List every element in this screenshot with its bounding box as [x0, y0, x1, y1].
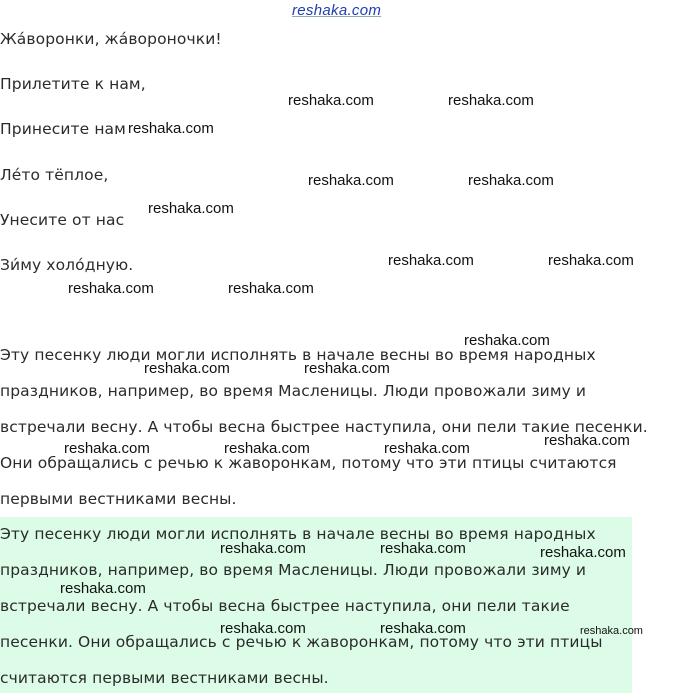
watermark: reshaka.com: [540, 544, 626, 561]
watermark: reshaka.com: [220, 540, 306, 557]
answer-line: Эту песенку люди могли исполнять в начале весны во время народных: [0, 525, 596, 543]
answer-line: считаются первыми вестниками весны.: [0, 669, 329, 687]
watermark: reshaka.com: [380, 620, 466, 637]
watermark: reshaka.com: [448, 92, 534, 109]
answer-line: праздников, например, во время Масленицы. Люди провожали зиму и: [0, 561, 587, 579]
poem-line: Жа́воронки, жа́вороночки!: [0, 30, 222, 48]
watermark: reshaka.com: [292, 2, 382, 19]
watermark: reshaka.com: [60, 580, 146, 597]
watermark: reshaka.com: [304, 360, 390, 377]
watermark: reshaka.com: [224, 440, 310, 457]
answer-line: встречали весну. А чтобы весна быстрее наступила, они пели такие: [0, 597, 570, 615]
poem-line: Принесите нам: [0, 120, 126, 138]
poem-line: Ле́то тёплое,: [0, 166, 109, 184]
watermark: reshaka.com: [464, 332, 550, 349]
poem-line: Унесите от нас: [0, 211, 125, 229]
watermark: reshaka.com: [548, 252, 634, 269]
watermark: reshaka.com: [388, 252, 474, 269]
paragraph-line: праздников, например, во время Масленицы. Люди провожали зиму и: [0, 382, 587, 400]
watermark: reshaka.com: [220, 620, 306, 637]
answer-line: песенки. Они обращались с речью к жаворонкам, потому что эти птицы: [0, 633, 603, 651]
watermark: reshaka.com: [128, 120, 214, 137]
paragraph-line: Эту песенку люди могли исполнять в начале весны во время народных: [0, 346, 596, 364]
watermark: reshaka.com: [228, 280, 314, 297]
watermark: reshaka.com: [148, 200, 234, 217]
paragraph-line: первыми вестниками весны.: [0, 490, 237, 508]
paragraph-line: Они обращались с речью к жаворонкам, потому что эти птицы считаются: [0, 454, 617, 472]
watermark: reshaka.com: [144, 360, 230, 377]
watermark: reshaka.com: [544, 432, 630, 449]
poem-line: Зи́му холо́дную.: [0, 256, 134, 274]
poem-line: Прилетите к нам,: [0, 75, 146, 93]
watermark: reshaka.com: [380, 540, 466, 557]
paragraph-line: встречали весну. А чтобы весна быстрее наступила, они пели такие песенки.: [0, 418, 648, 436]
watermark: reshaka.com: [288, 92, 374, 109]
watermark: reshaka.com: [580, 625, 643, 637]
watermark: reshaka.com: [64, 440, 150, 457]
watermark: reshaka.com: [384, 440, 470, 457]
watermark: reshaka.com: [308, 172, 394, 189]
watermark: reshaka.com: [68, 280, 154, 297]
watermark: reshaka.com: [468, 172, 554, 189]
